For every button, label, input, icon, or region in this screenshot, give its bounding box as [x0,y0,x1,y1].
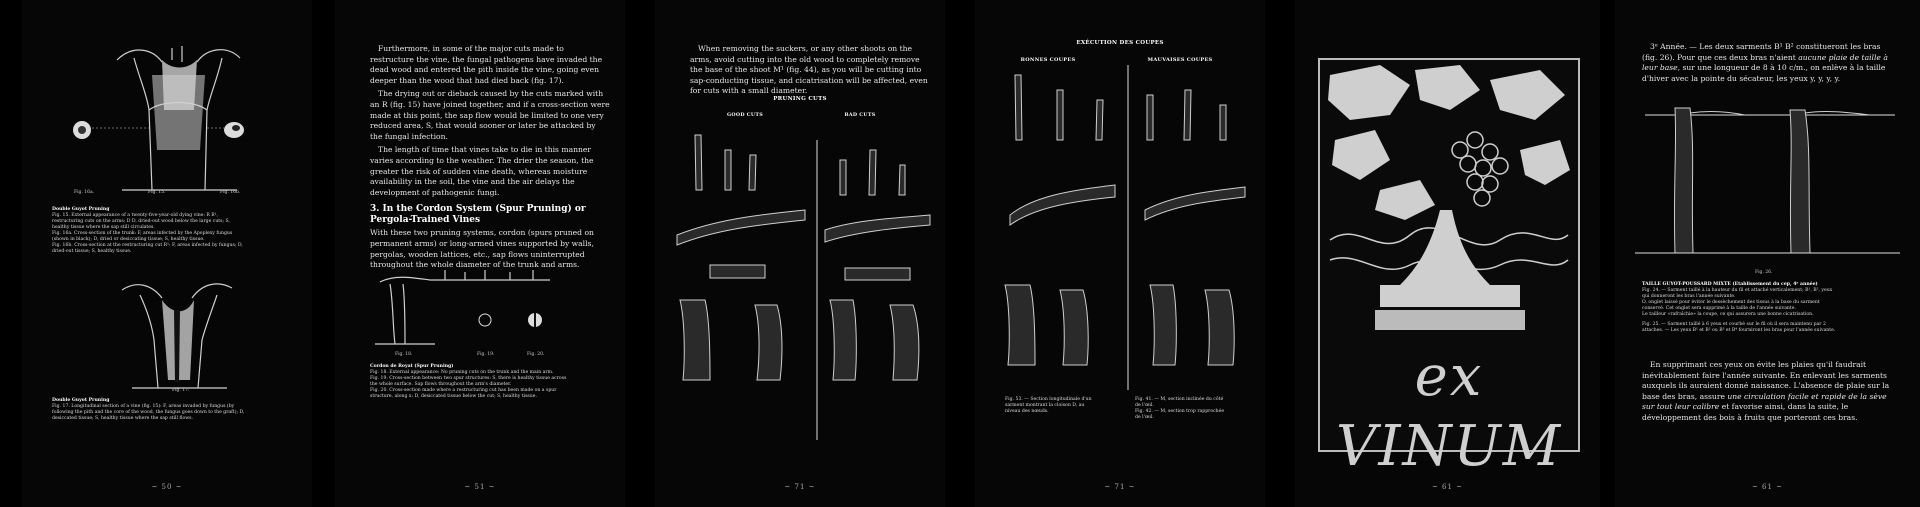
page-71-french [975,0,1265,507]
paragraph-part: et favorise ainsi, dans la suite, le développement des bois à fruits que porteront ces bras. [1642,402,1858,422]
caption-line: Fig. 16b. Cross-section at the restructuring cut R¹: F, areas infected by fungus; D, [52,243,243,248]
caption-line: Fig. 15. External appearance of a twenty-five-year-old dying vine: R B¹, [52,213,218,218]
fig-label: Fig. 26. [1755,270,1773,275]
page-number: ~ 71 ~ [1104,483,1136,491]
caption-line: qui donneront les bras l'année suivante. [1642,294,1736,299]
caption-line: dried-out tissue; S, healthy tissue. [52,249,132,254]
caption-line: following the pith and the core of the wood, the fungus goes down to the graft); D, [52,410,245,415]
caption-line: restructuring cuts on the arms; D D, dried-out wood below the large cuts; S, [52,219,230,224]
paragraph: When removing the suckers, or any other shoots on the arms, avoid cutting into the old wood to completely remove the base of the shoot M¹ (fig. 44), as you will be cutting into sap-conducting tissue, and cicatrisation will be affected, even for cuts with a small diameter. [690,44,928,96]
bad-cuts-label: BAD CUTS [844,112,876,118]
caption-line: structure, along x: D, desiccated tissue below the cut; S, healthy tissue. [370,394,537,399]
paragraph [1642,360,1892,424]
paragraph: Furthermore, in some of the major cuts made to restructure the vine, the fungal pathogens have invaded the dead wood and entered the pith inside the vine, going even deeper than the wood that had died back (fig. 17). [370,44,603,85]
caption-fig15-16 [52,207,312,255]
fig-label: Fig. 18. [395,352,413,357]
good-cuts-label: BONNES COUPES [1020,57,1076,63]
paragraph [1642,42,1892,84]
paragraph: The length of time that vines take to die in this manner varies according to the weather. The drier the season, the greater the risk of sudden vine death, whereas moisture availability in the soil, the vine and the air delays the development of pathogenic fungi. [370,145,594,197]
caption-line: Fig. 25. — Sarment taillé à 6 yeux et courbé sur le fil où il sera maintenu par 2 [1642,322,1826,327]
page-number: ~ 51 ~ [464,483,496,491]
pruning-cuts-illustration [655,120,945,430]
caption-line: de l'œil. [1135,403,1154,408]
caption-fig18-20 [370,364,615,400]
body-text [690,44,930,100]
paragraph: The drying out or dieback caused by the cuts marked with an R (fig. 15) have joined together, and if a cross-section were made at this point, the sap flow would be limited to one very reduced area, S, that would sooner or later be attacked by the fungal infection. [370,89,610,141]
emphasis: aucune plaie de taille à leur base [1642,52,1888,73]
emphasis: une circulation facile et rapide de la sève sur tout leur calibre [1642,391,1887,412]
fig-label: Fig. 19. [477,352,495,357]
caption-line: Fig. 53. — Section longitudinale d'un [1005,397,1092,402]
caption-line: desiccated tissue; S, healthy tissue where the sap still flows. [52,416,193,421]
fig-label: Fig. 15. [148,190,166,195]
caption-right [1135,397,1255,421]
page-number: ~ 61 ~ [1431,483,1464,491]
caption-fig17 [52,398,312,422]
caption-line: Fig. 24. — Sarment taillé à la hauteur du fil et attaché verticalement; B¹, B², yeux [1642,288,1833,293]
vine-section-illustration-fig17 [22,270,312,400]
paragraph-part: 3ᵉ Année. — Les deux sarments B¹ B² constitueront les bras (fig. 26). Pour que ces deux bras n'aient [1642,42,1881,62]
caption-title: Double Guyot Pruning [52,207,110,212]
caption-line: (shown in black); D, dried or desiccating tissue; S, healthy tissue. [52,237,205,242]
page-number: ~ 71 ~ [784,483,816,491]
cordon-illustration-fig18-20 [335,260,625,350]
body-text [1642,360,1892,427]
ex-vinum-motto: ex VINUM [1335,344,1563,479]
bad-cuts-label: MAUVAISES COUPES [1147,57,1213,63]
ex-vinum-woodcut [1318,58,1580,479]
caption-line: de l'œil. [1135,415,1154,420]
plate-title: EXÉCUTION DES COUPES [1076,40,1164,46]
caption-title: Double Guyot Pruning [52,398,110,403]
caption-line: sarment montrant la cloison D, au [1005,403,1085,408]
page-71-english [655,0,945,507]
caption-line: Fig. 16a. Cross-section of the trunk: F, areas infected by the Apoplexy fungus [52,231,233,236]
caption-fig24-25 [1642,282,1902,334]
fig-label: Fig. 17. [172,388,190,393]
caption-title: Cordon de Royat (Spur Pruning) [370,364,454,369]
page-number: ~ 50 ~ [151,483,183,491]
caption-title: TAILLE GUYOT-POUSSARD MIXTE (Etablissement du cep, 4ᵉ année) [1642,282,1818,287]
caption-line: Fig. 17. Longitudinal section of a vine (fig. 15): F, areas invaded by fungus (by [52,404,235,409]
execution-des-coupes-illustration [975,65,1265,395]
fig-label: Fig. 16a. [74,190,95,195]
plate-title: PRUNING CUTS [773,96,827,102]
caption-line: niveau des nœuds. [1005,409,1049,414]
caption-line: Le tailleur «rafraîchie» la coupe, ce qui assurera une bonne cicatrisation. [1642,312,1814,317]
body-text [370,44,610,274]
caption-line: Fig. 20. Cross-section made where a restructuring cut has been made on a spur [370,388,557,393]
caption-line: Fig. 19. Cross-section between two spur structures: S, there is healthy tissue across [370,376,567,381]
caption-line: Fig. 18. External appearance: No pruning cuts on the trunk and the main arm. [370,370,554,375]
paragraph: With these two pruning systems, cordon (spurs pruned on permanent arms) or long-armed vines supported by walls, pergolas, wooden lattices, etc., sap flows uninterrupted throughout the whole diameter of the trunk and arms. [370,228,594,270]
caption-line: conservé. Cet onglet sera supprimé à la taille de l'année suivante. [1642,306,1796,311]
section-heading: 3. In the Cordon System (Spur Pruning) or Pergola-Trained Vines [370,204,586,226]
page-61-text [1615,0,1920,507]
fig-label: Fig. 16b. [220,190,241,195]
caption-line: attaches. — Les yeux B¹ et B² ou B³ et B⁴ fourniront les bras pour l'année suivante. [1642,328,1836,333]
fig-label: Fig. 20. [527,352,545,357]
caption-line: O, onglet laissé pour éviter le dessèchement des tissus à la base du sarment [1642,300,1820,305]
caption-line: the whole surface. Sap flows throughout the arm's diameter. [370,382,512,387]
caption-left [1005,397,1125,415]
good-cuts-label: GOOD CUTS [726,112,764,118]
vine-trunk-illustration-fig15 [22,0,312,200]
page-number: ~ 61 ~ [1751,483,1784,491]
caption-line: Fig. 41. — M, section inclinée du côté [1135,397,1224,402]
caption-line: healthy tissue where the sap still circulates. [52,225,155,230]
guyot-poussard-illustration-fig26 [1615,88,1920,258]
body-text [1642,42,1892,87]
paragraph-part: , sur une longueur de 8 à 10 c/m., on enlève à la taille d'hiver avec la pointe du sécateur, les yeux y, y, y, y. [1642,63,1886,83]
page-51 [335,0,625,507]
paragraph-part: En supprimant ces yeux on évite les plaies qu'il faudrait inévitablement faire l'année suivante. En enlevant les sarments auxquels ils auraient donné naissance. L'absence de plaie sur la base des bras, assure [1642,360,1890,401]
caption-line: Fig. 42. — M, section trop rapprochée [1135,409,1225,414]
page-50 [22,0,312,507]
